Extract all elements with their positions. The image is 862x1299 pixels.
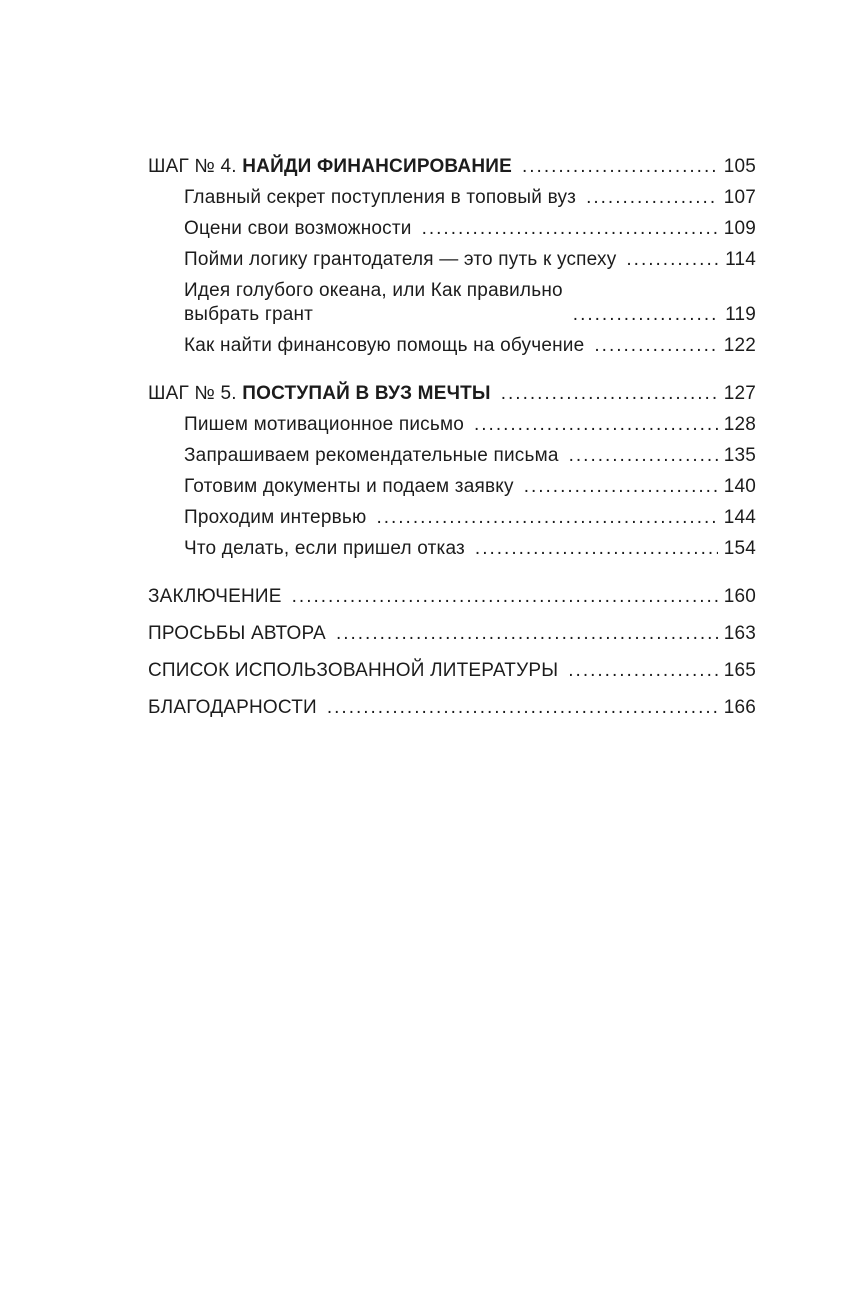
toc-entry-label: СПИСОК ИСПОЛЬЗОВАННОЙ ЛИТЕРАТУРЫ <box>148 660 559 681</box>
toc-heading-step-4[interactable] <box>148 155 756 179</box>
page-number: 107 <box>723 187 756 208</box>
toc-entry-label: Идея голубого океана, или Как правильно выбрать грант <box>184 280 563 325</box>
toc-entry[interactable] <box>148 475 756 499</box>
page-number: 114 <box>725 249 756 270</box>
page-number: 128 <box>723 414 756 435</box>
toc-entry-acknowledgements[interactable] <box>148 696 756 720</box>
leader-dots <box>501 382 718 406</box>
table-of-contents <box>148 155 756 744</box>
toc-entry-label: Как найти финансовую помощь на обучение <box>184 335 585 356</box>
page-number: 163 <box>723 623 756 644</box>
leader-dots <box>522 155 718 179</box>
toc-entry-conclusion[interactable] <box>148 585 756 609</box>
toc-entry[interactable] <box>148 334 756 358</box>
toc-entry[interactable] <box>148 217 756 241</box>
leader-dots <box>573 303 719 327</box>
toc-entry[interactable] <box>148 444 756 468</box>
leader-dots <box>626 248 719 272</box>
toc-entry-label: Оцени свои возможности <box>184 218 412 239</box>
page-number: 154 <box>723 538 756 559</box>
toc-entry[interactable] <box>148 248 756 272</box>
leader-dots <box>568 659 717 683</box>
toc-entry-label: Что делать, если пришел отказ <box>184 538 465 559</box>
toc-entry-label: ЗАКЛЮЧЕНИЕ <box>148 586 282 607</box>
page-number: 135 <box>723 445 756 466</box>
toc-entry-label: Готовим документы и подаем заявку <box>184 476 514 497</box>
page-number: 109 <box>723 218 756 239</box>
toc-entry-label: Пишем мотивационное письмо <box>184 414 464 435</box>
toc-heading-label: ШАГ № 5. ПОСТУПАЙ В ВУЗ МЕЧТЫ <box>148 383 491 404</box>
toc-entry-label: Проходим интервью <box>184 507 367 528</box>
leader-dots <box>524 475 718 499</box>
toc-entry-label: БЛАГОДАРНОСТИ <box>148 697 317 718</box>
leader-dots <box>594 334 717 358</box>
toc-entry-multiline[interactable] <box>148 279 756 327</box>
toc-entry-bibliography[interactable] <box>148 659 756 683</box>
leader-dots <box>474 413 718 437</box>
leader-dots <box>475 537 718 561</box>
leader-dots <box>376 506 717 530</box>
leader-dots <box>586 186 718 210</box>
toc-entry[interactable] <box>148 186 756 210</box>
page-number: 119 <box>725 304 756 325</box>
leader-dots <box>336 622 718 646</box>
toc-entry-label: Запрашиваем рекомендательные письма <box>184 445 559 466</box>
toc-entry[interactable] <box>148 413 756 437</box>
leader-dots <box>569 444 718 468</box>
toc-entry-label: ПРОСЬБЫ АВТОРА <box>148 623 326 644</box>
page-number: 165 <box>723 660 756 681</box>
page-number: 166 <box>723 697 756 718</box>
page-number: 105 <box>723 156 756 177</box>
toc-entry-label: Пойми логику грантодателя — это путь к успеху <box>184 249 617 270</box>
page-number: 127 <box>723 383 756 404</box>
page-number: 160 <box>723 586 756 607</box>
leader-dots <box>327 696 718 720</box>
toc-section-end-matter <box>148 585 756 720</box>
leader-dots <box>422 217 718 241</box>
toc-heading-step-5[interactable] <box>148 382 756 406</box>
toc-entry[interactable] <box>148 506 756 530</box>
toc-entry[interactable] <box>148 537 756 561</box>
toc-entry-author-requests[interactable] <box>148 622 756 646</box>
toc-heading-label: ШАГ № 4. НАЙДИ ФИНАНСИРОВАНИЕ <box>148 156 512 177</box>
leader-dots <box>292 585 718 609</box>
toc-entry-label: Главный секрет поступления в топовый вуз <box>184 187 577 208</box>
page-number: 140 <box>723 476 756 497</box>
toc-section-step-4 <box>148 155 756 358</box>
page-number: 144 <box>723 507 756 528</box>
page-number: 122 <box>723 335 756 356</box>
toc-section-step-5 <box>148 382 756 561</box>
